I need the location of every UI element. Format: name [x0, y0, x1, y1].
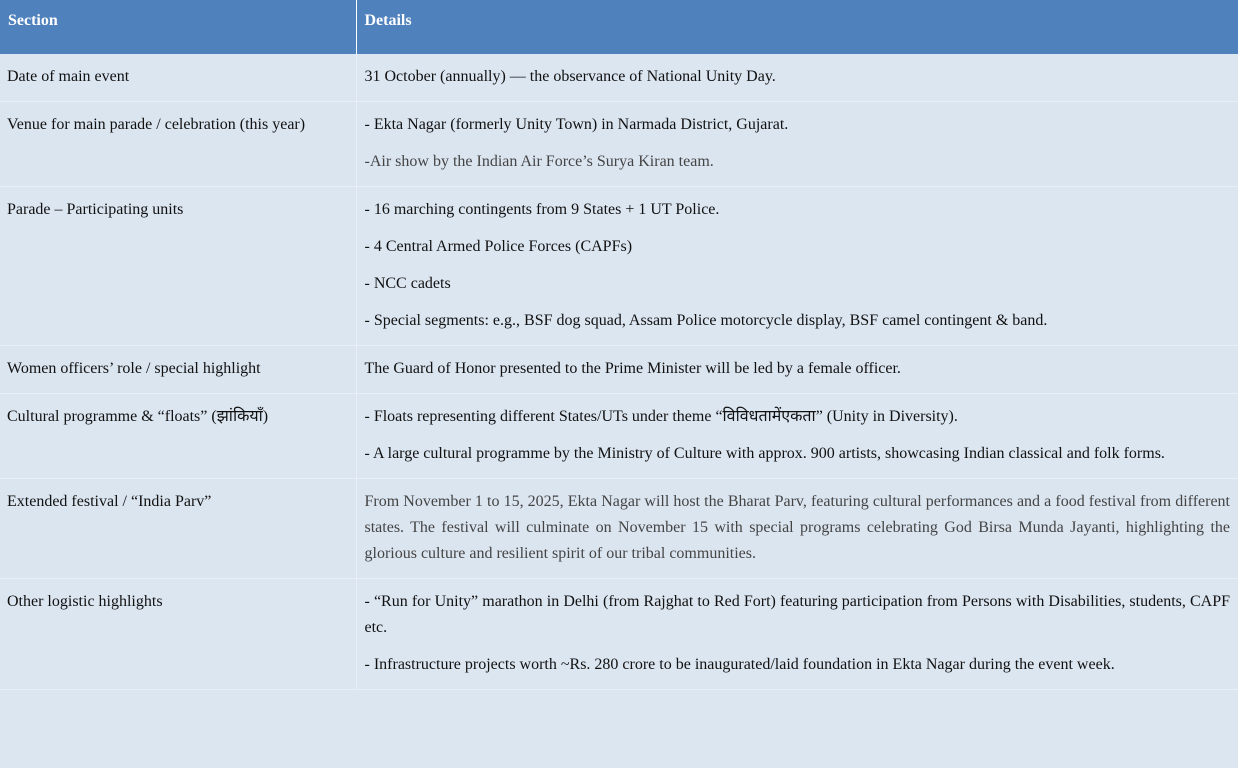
row-details: [356, 54, 1238, 102]
detail-line: From November 1 to 15, 2025, Ekta Nagar will host the Bharat Parv, featuring cultural performances and a food festival from different states. The festival will culminate on November 15 with special programs celebrating God Birsa Munda Jayanti, highlighting the glorious culture and resilient spirit of our tribal communities.: [364, 493, 1230, 562]
detail-line: - NCC cadets: [364, 275, 451, 292]
table-header-row: [0, 0, 1238, 54]
header-section: Section: [0, 0, 356, 54]
table-row: [0, 346, 1238, 394]
row-details: [356, 394, 1238, 479]
row-section: Date of main event: [0, 54, 356, 102]
row-details: [356, 479, 1238, 579]
row-details: [356, 187, 1238, 346]
row-section: Venue for main parade / celebration (this year): [0, 102, 356, 187]
table-row: [0, 479, 1238, 579]
detail-line: -Air show by the Indian Air Force’s Surya Kiran team.: [364, 153, 714, 170]
detail-line: - Infrastructure projects worth ~Rs. 280 crore to be inaugurated/laid foundation in Ekta Nagar during the event week.: [364, 656, 1115, 673]
detail-line: - 16 marching contingents from 9 States + 1 UT Police.: [364, 201, 720, 218]
row-details: [356, 346, 1238, 394]
detail-line: - A large cultural programme by the Ministry of Culture with approx. 900 artists, showcasing Indian classical and folk forms.: [364, 445, 1165, 462]
detail-line: - 4 Central Armed Police Forces (CAPFs): [364, 238, 633, 255]
table-row: [0, 187, 1238, 346]
row-section: Parade – Participating units: [0, 187, 356, 346]
detail-line: - Floats representing different States/UTs under theme “विविधतामेंएकता” (Unity in Diversity).: [364, 408, 958, 425]
row-details: [356, 102, 1238, 187]
table-row: [0, 54, 1238, 102]
detail-line: - Ekta Nagar (formerly Unity Town) in Narmada District, Gujarat.: [364, 116, 789, 133]
row-section: Extended festival / “India Parv”: [0, 479, 356, 579]
header-details: Details: [356, 0, 1238, 54]
row-section: Women officers’ role / special highlight: [0, 346, 356, 394]
detail-line: The Guard of Honor presented to the Prime Minister will be led by a female officer.: [364, 360, 901, 377]
row-section: Other logistic highlights: [0, 579, 356, 690]
detail-line: - Special segments: e.g., BSF dog squad, Assam Police motorcycle display, BSF camel contingent & band.: [364, 312, 1048, 329]
row-details: [356, 579, 1238, 690]
table-row: [0, 102, 1238, 187]
row-section: Cultural programme & “floats” (झांकियाँ): [0, 394, 356, 479]
detail-line: 31 October (annually) — the observance of National Unity Day.: [364, 68, 776, 85]
table-row: [0, 579, 1238, 690]
table-row: [0, 394, 1238, 479]
detail-line: - “Run for Unity” marathon in Delhi (from Rajghat to Red Fort) featuring participation from Persons with Disabilities, students, CAPF etc.: [364, 593, 1230, 636]
